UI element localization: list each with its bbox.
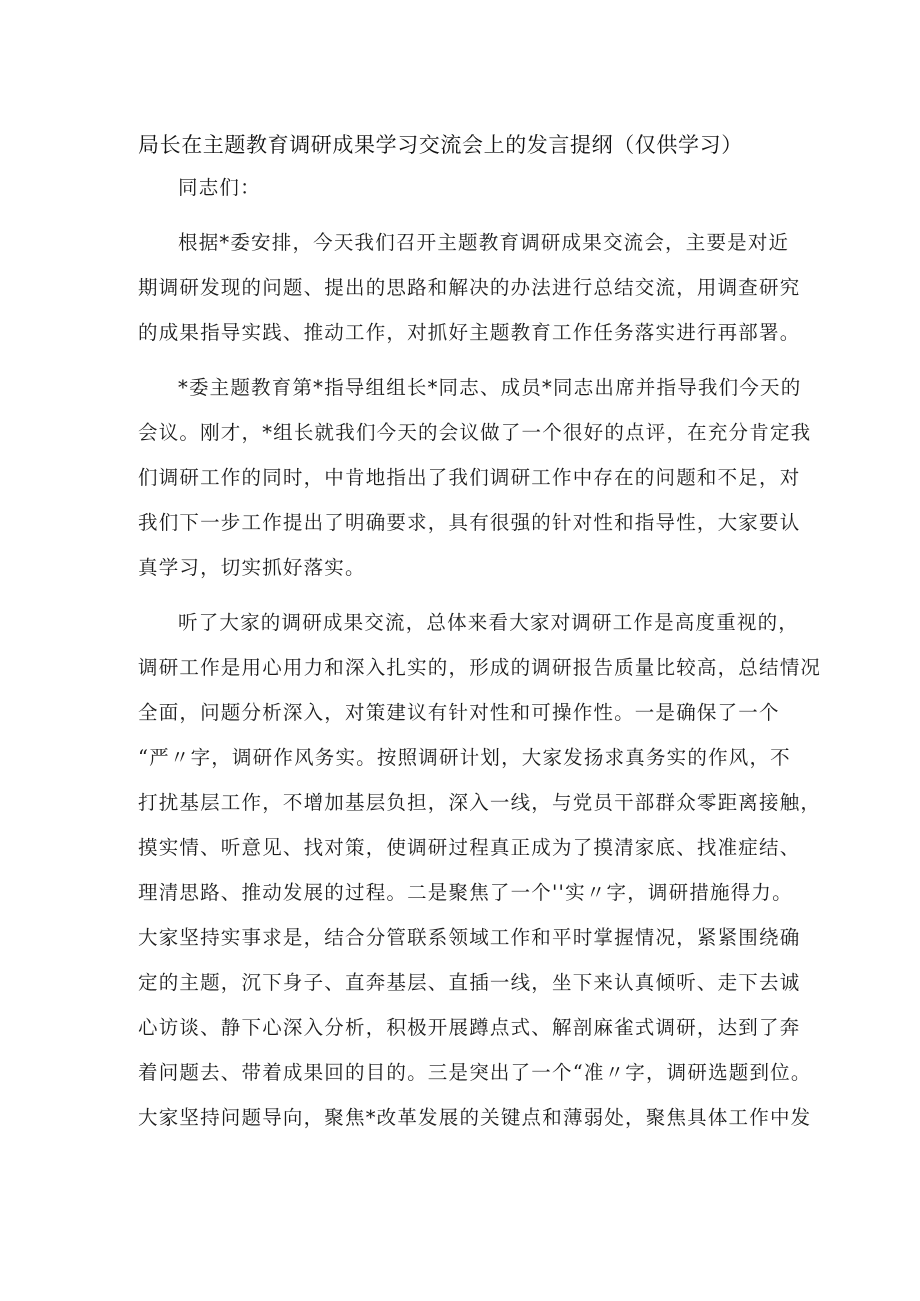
paragraph-1 xyxy=(138,220,800,355)
text-line: “严〃字，调研作风务实。按照调研计划，大家发扬求真务实的作风，不 xyxy=(138,746,791,769)
document-body xyxy=(138,165,822,1150)
text-line: 摸实情、听意见、找对策，使调研过程真正成为了摸清家底、找准症结、 xyxy=(138,836,801,859)
text-line: 大家坚持问题导向，聚焦*改革发展的关键点和薄弱处，聚焦具体工作中发 xyxy=(138,1106,812,1129)
text-line: *委主题教育第*指导组组长*同志、成员*同志出席并指导我们今天的 xyxy=(178,376,802,399)
text-line: 着问题去、带着成果回的目的。三是突出了一个“准〃字，调研选题到位。 xyxy=(138,1061,812,1084)
text-line: 打扰基层工作，不增加基层负担，深入一线，与党员干部群众零距离接触， xyxy=(138,791,822,814)
text-line: 全面，问题分析深入，对策建议有针对性和可操作性。一是确保了一个 xyxy=(138,701,780,724)
text-line: 期调研发现的问题、提出的思路和解决的办法进行总结交流，用调查研究 xyxy=(138,276,801,299)
text-line: 真学习，切实抓好落实。 xyxy=(138,556,366,579)
text-line: 理清思路、推动发展的过程。二是聚焦了一个''实〃字，调研措施得力。 xyxy=(138,881,793,904)
document-title: 局长在主题教育调研成果学习交流会上的发言提纲（仅供学习） xyxy=(138,133,743,157)
salutation: 同志们： xyxy=(178,176,261,199)
text-line: 定的主题，沉下身子、直奔基层、直插一线，坐下来认真倾听、走下去诚 xyxy=(138,971,801,994)
text-line: 听了大家的调研成果交流，总体来看大家对调研工作是高度重视的， xyxy=(178,611,800,634)
paragraph-3 xyxy=(138,600,822,1140)
text-line: 们调研工作的同时，中肯地指出了我们调研工作中存在的问题和不足，对 xyxy=(138,466,801,489)
paragraph-2 xyxy=(138,365,812,590)
text-line: 的成果指导实践、推动工作，对抓好主题教育工作任务落实进行再部署。 xyxy=(138,321,801,344)
text-line: 心访谈、静下心深入分析，积极开展蹲点式、解剖麻雀式调研，达到了奔 xyxy=(138,1016,801,1039)
text-line: 大家坚持实事求是，结合分管联系领域工作和平时掌握情况，紧紧围绕确 xyxy=(138,926,801,949)
text-line: 根据*委安排，今天我们召开主题教育调研成果交流会，主要是对近 xyxy=(178,231,790,254)
text-line: 会议。刚才，*组长就我们今天的会议做了一个很好的点评，在充分肯定我 xyxy=(138,421,812,444)
text-line: 我们下一步工作提出了明确要求，具有很强的针对性和指导性，大家要认 xyxy=(138,511,801,534)
text-line: 调研工作是用心用力和深入扎实的，形成的调研报告质量比较高，总结情况 xyxy=(138,656,822,679)
